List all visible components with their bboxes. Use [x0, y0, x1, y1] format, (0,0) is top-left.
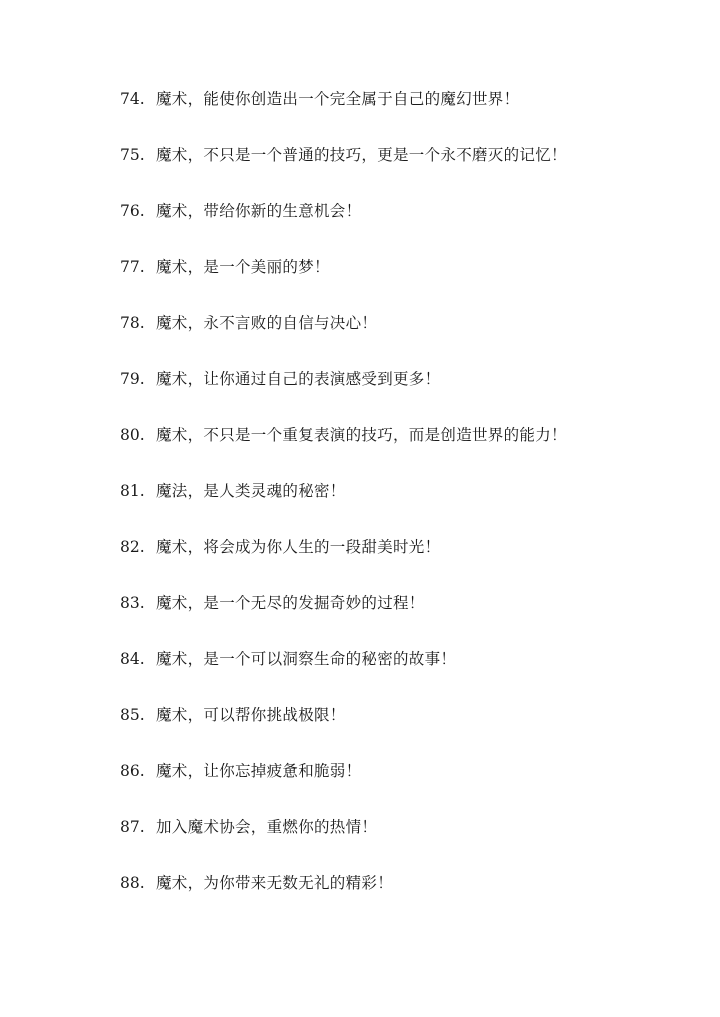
list-item: [120, 479, 680, 535]
item-text: 魔术，永不言败的自信与决心！: [156, 314, 378, 332]
list-item: [120, 871, 680, 927]
list-item: [120, 759, 680, 815]
list-item: [120, 703, 680, 759]
item-text: 魔术，可以帮你挑战极限！: [156, 706, 346, 724]
item-number: 88.: [120, 874, 145, 892]
item-number: 87.: [120, 818, 145, 836]
list-item: [120, 199, 680, 255]
item-text: 魔术，让你忘掉疲惫和脆弱！: [156, 762, 362, 780]
item-number: 77.: [120, 258, 145, 276]
item-number: 78.: [120, 314, 145, 332]
item-text: 魔术，不只是一个重复表演的技巧，而是创造世界的能力！: [156, 426, 567, 444]
list-item: [120, 591, 680, 647]
item-text: 魔法，是人类灵魂的秘密！: [156, 482, 346, 500]
list-item: [120, 255, 680, 311]
list-item: [120, 143, 680, 199]
list-item: [120, 423, 680, 479]
slogan-list: [120, 87, 680, 927]
item-text: 魔术，是一个无尽的发掘奇妙的过程！: [156, 594, 425, 612]
list-item: [120, 647, 680, 703]
list-item: [120, 535, 680, 591]
item-number: 79.: [120, 370, 145, 388]
item-number: 85.: [120, 706, 145, 724]
item-number: 82.: [120, 538, 145, 556]
item-text: 魔术，是一个可以洞察生命的秘密的故事！: [156, 650, 457, 668]
item-text: 魔术，是一个美丽的梦！: [156, 258, 330, 276]
list-item: [120, 815, 680, 871]
item-number: 75.: [120, 146, 145, 164]
item-text: 魔术，将会成为你人生的一段甜美时光！: [156, 538, 441, 556]
list-item: [120, 87, 680, 143]
item-text: 魔术，不只是一个普通的技巧，更是一个永不磨灭的记忆！: [156, 146, 567, 164]
item-number: 84.: [120, 650, 145, 668]
item-number: 83.: [120, 594, 145, 612]
item-text: 魔术，能使你创造出一个完全属于自己的魔幻世界！: [156, 90, 520, 108]
item-text: 魔术，带给你新的生意机会！: [156, 202, 362, 220]
item-text: 魔术，让你通过自己的表演感受到更多！: [156, 370, 441, 388]
item-number: 74.: [120, 90, 145, 108]
list-item: [120, 367, 680, 423]
item-text: 魔术，为你带来无数无礼的精彩！: [156, 874, 394, 892]
item-number: 86.: [120, 762, 145, 780]
item-number: 81.: [120, 482, 145, 500]
item-number: 80.: [120, 426, 145, 444]
list-item: [120, 311, 680, 367]
item-number: 76.: [120, 202, 145, 220]
item-text: 加入魔术协会，重燃你的热情！: [156, 818, 378, 836]
